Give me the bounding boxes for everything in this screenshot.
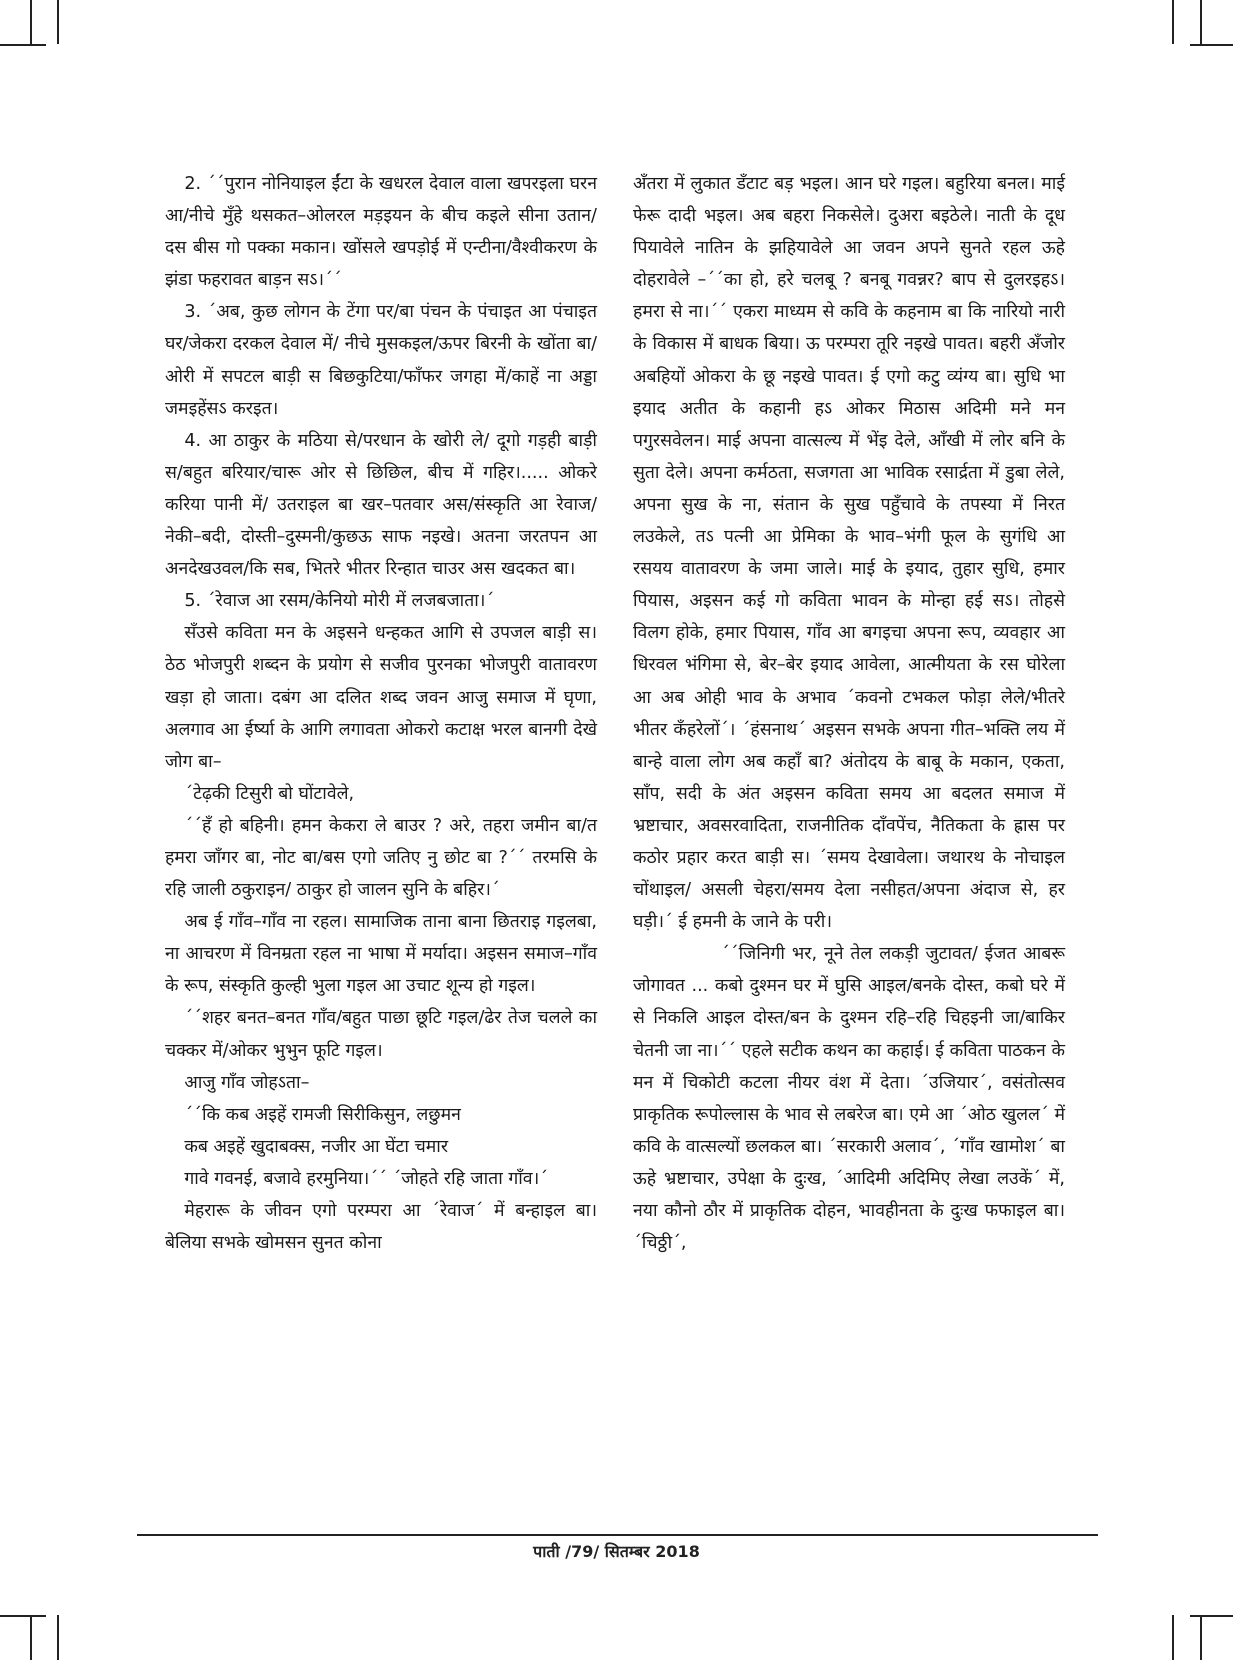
crop-mark-top-left-v1 <box>30 0 32 44</box>
quote-line: ´´कि कब अइहें रामजी सिरीकिसुन, लछुमन <box>184 1104 461 1125</box>
paragraph: ´´हँ हो बहिनी। हमन केकरा ले बाउर ? अरे, तहरा जमीन बा/त हमरा जाँगर बा, नोट बा/बस एगो जतिए नु छोट बा ?´´ तरमसि के रहि जाली ठकुराइन/ ठाकुर हो जालन सुनि के बहिर।´ <box>165 815 597 901</box>
paragraph: अब ई गाँव–गाँव ना रहल। सामाजिक ताना बाना छितराइ गइलबा, ना आचरण में विनम्रता रहल ना भाषा में मर्यादा। अइसन समाज–गाँव के रूप, संस्कृति कुल्ही भुला गइल आ उचाट शून्य हो गइल। <box>165 912 597 997</box>
paragraph: ´´शहर बनत–बनत गाँव/बहुत पाछा छूटि गइल/ढेर तेज चलले का चक्कर में/ओकर भुभुन फूटि गइल। <box>165 1008 597 1061</box>
crop-mark-bottom-left-v1 <box>30 1615 32 1660</box>
right-column <box>633 168 1065 1259</box>
crop-mark-top-left-h <box>0 44 46 46</box>
paragraph: आजु गाँव जोहऽता– <box>184 1072 310 1093</box>
paragraph: सँउसे कविता मन के अइसने धन्हकत आगि से उपजल बाड़ी स। ठेठ भोजपुरी शब्दन के प्रयोग से सजीव पुरनका भोजपुरी वातावरण खड़ा हो जाता। दबंग आ दलित शब्द जवन आजु समाज में घृणा, अलगाव आ ईर्ष्या के आगि लगावता ओकरो कटाक्ष भरल बानगी देखे जोग बा– <box>165 623 598 772</box>
page-footer: पाती /79/ सितम्बर 2018 <box>533 1542 700 1561</box>
quote-line: ´टेढ़की टिसुरी बो घोंटावेले, <box>184 783 355 804</box>
quote-line: कब अइहें खुदाबक्स, नजीर आ घेंटा चमार <box>184 1136 449 1157</box>
quote-line: गावे गवनई, बजावे हरमुनिया।´´ ´जोहते रहि जाता गाँव।´ <box>184 1168 549 1189</box>
crop-mark-top-left-v2 <box>57 0 59 44</box>
crop-mark-bottom-right-v1 <box>1172 1615 1174 1660</box>
crop-mark-top-right-h <box>1190 44 1233 46</box>
paragraph: अँतरा में लुकात डँटाट बड़ भइल। आन घरे गइल। बहुरिया बनल। माई फेरू दादी भइल। अब बहरा निकसेले। दुअरा बइठेले। नाती के दूध पियावेले नातिन के झहियावेले आ जवन अपने सुनते रहल ऊहे दोहरावेले –´´का हो, हरे चलबू ? बनबू गवन्नर? बाप से दुलरइहऽ। हमरा से ना।´´ एकरा माध्यम से कवि के कहनाम बा कि नारियो नारी के विकास में बाधक बिया। ऊ परम्परा तूरि नइखे पावत। बहरी अँजोर अबहियों ओकरा के छू नइखे पावत। ई एगो कटु व्यंग्य बा। सुधि भा इयाद अतीत के कहानी हऽ ओकर मिठास अदिमी मने मन पगुरसवेलन। माई अपना वात्सल्य में भेंइ देले, आँखी में लोर बनि के सुता देले। अपना कर्मठता, सजगता आ भाविक रसार्द्रता में डुबा लेले, अपना सुख के ना, संतान के सुख पहुँचावे के तपस्या में निरत लउकेले, तऽ पत्नी आ प्रेमिका के भाव–भंगी फूल के सुगंधि आ रसयय वातावरण के जमा जाले। माई के इयाद, तुहार सुधि, हमार पियास, अइसन कई गो कविता भावन के मोन्हा हई सऽ। तोहसे विलग होके, हमार पियास, गाँव आ बगइचा अपना रूप, व्यवहार आ धिरवल भंगिमा से, बेर–बेर इयाद आवेला, आत्मीयता के रस घोरेला आ अब ओही भाव के अभाव ´कवनो टभकल फोड़ा लेले/भीतरे भीतर कँहरेलों´। ´हंसनाथ´ अइसन सभके अपना गीत–भक्ति लय में बान्हे वाला लोग अब कहाँ बा? अंतोदय के बाबू के मकान, एकता, साँप, सदी के अंत अइसन कविता समय आ बदलत समाज में भ्रष्टाचार, अवसरवादिता, राजनीतिक दाँवपेंच, नैतिकता के ह्रास पर कठोर प्रहार करत बाड़ी स। ´समय देखावेला। जथारथ के नोचाइल चोंथाइल/ असली चेहरा/समय देला नसीहत/अपना अंदाज से, हर घड़ी।´ ई हमनी के जाने के परी। <box>633 174 1065 933</box>
paragraph: 4. आ ठाकुर के मठिया से/परधान के खोरी ले/ दूगो गड़ही बाड़ी स/बहुत बरियार/चारू ओर से छिछिल, बीच में गहिर।..... ओकरे करिया पानी में/ उतराइल बा खर–पतवार अस/संस्कृति आ रेवाज/ नेकी–बदी, दोस्ती–दुस्मनी/कुछऊ साफ नइखे। अतना जरतपन आ अनदेखउवल/कि सब, भितरे भीतर रिन्हात चाउर अस खदकत बा। <box>165 430 597 580</box>
footer-rule <box>137 1534 1098 1536</box>
crop-mark-top-right-v1 <box>1172 0 1174 44</box>
paragraph: 2. ´´पुरान नोनियाइल ईंटा के खधरल देवाल वाला खपरइला घरन आ/नीचे मुँहे थसकत–ओलरल मड़इयन के बीच कइले सीना उतान/दस बीस गो पक्का मकान। खोंसले खपड़ोई में एन्टीना/वैश्वीकरण के झंडा फहरावत बाड़न सऽ।´´ <box>165 174 597 291</box>
crop-mark-bottom-left-v2 <box>57 1615 59 1660</box>
crop-mark-bottom-right-h <box>1190 1615 1233 1617</box>
paragraph: मेहरारू के जीवन एगो परम्परा आ ´रेवाज´ में बन्हाइल बा। बेलिया सभके खोमसन सुनत कोना <box>165 1201 597 1254</box>
paragraph: ´´जिनिगी भर, नूने तेल लकड़ी जुटावत/ ईजत आबरू जोगावत ... कबो दुश्मन घर में घुसि आइल/बनके दोस्त, कबो घरे में से निकलि आइल दोस्त/बन के दुश्मन रहि–रहि चिहइनी जा/बाकिर चेतनी जा ना।´´ एहले सटीक कथन का कहाई। ई कविता पाठकन के मन में चिकोटी कटला नीयर वंश में देता। ´उजियार´, वसंतोत्सव प्राकृतिक रूपोल्लास के भाव से लबरेज बा। एमे आ ´ओठ खुलल´ में कवि के वात्सल्यों छलकल बा। ´सरकारी अलाव´, ´गाँव खामोश´ बा ऊहे भ्रष्टाचार, उपेक्षा के दुःख, ´आदिमी अदिमिए लेखा लउकें´ में, नया कौनो ठौर में प्राकृतिक दोहन, भावहीनता के दुःख फफाइल बा। ´चिठ्ठी´, <box>633 944 1065 1254</box>
left-column <box>165 168 597 1259</box>
crop-mark-bottom-left-h <box>0 1615 46 1617</box>
paragraph: 5. ´रेवाज आ रसम/केनियो मोरी में लजबजाता।´ <box>184 591 495 612</box>
crop-mark-top-right-v2 <box>1200 0 1202 44</box>
crop-mark-bottom-right-v2 <box>1200 1615 1202 1660</box>
paragraph: 3. ´अब, कुछ लोगन के टेंगा पर/बा पंचन के पंचाइत आ पंचाइत घर/जेकरा दरकल देवाल में/ नीचे मुसकइल/ऊपर बिरनी के खोंता बा/ओरी में सपटल बाड़ी स बिछकुटिया/फाँफर जगहा में/काहें ना अड्डा जमइहेंसऽ करइत। <box>165 302 597 419</box>
